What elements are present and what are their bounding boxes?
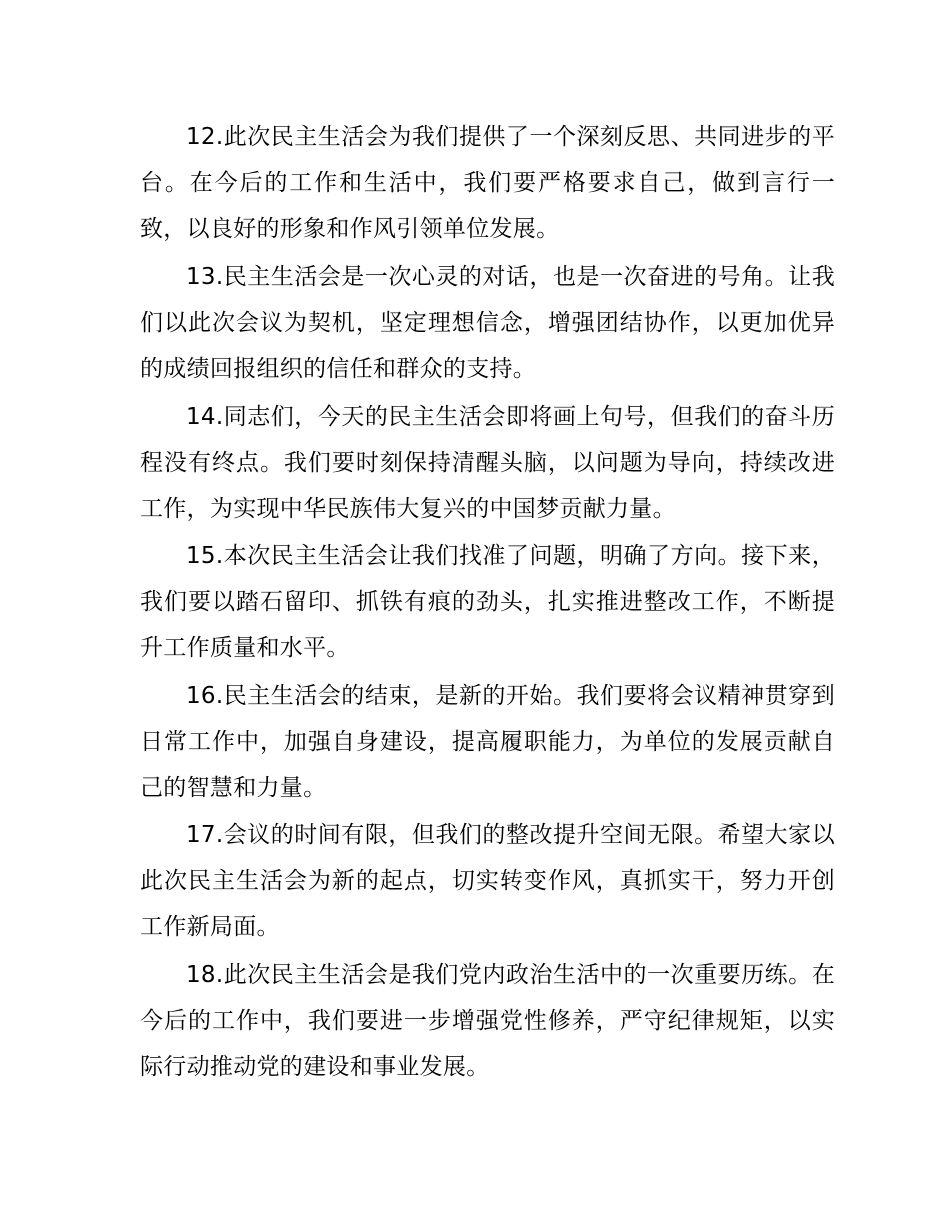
paragraph-15: 15.本次民主生活会让我们找准了问题，明确了方向。接下来，我们要以踏石留印、抓铁有痕的劲头，扎实推进整改工作，不断提升工作质量和水平。 [140, 543, 835, 661]
paragraph-16: 16.民主生活会的结束，是新的开始。我们要将会议精神贯穿到日常工作中，加强自身建设，提高履职能力，为单位的发展贡献自己的智慧和力量。 [140, 683, 835, 801]
paragraph-14: 14.同志们，今天的民主生活会即将画上句号，但我们的奋斗历程没有终点。我们要时刻保持清醒头脑，以问题为导向，持续改进工作，为实现中华民族伟大复兴的中国梦贡献力量。 [140, 404, 835, 522]
paragraph-12: 12.此次民主生活会为我们提供了一个深刻反思、共同进步的平台。在今后的工作和生活中，我们要严格要求自己，做到言行一致，以良好的形象和作风引领单位发展。 [140, 124, 835, 242]
paragraph-18: 18.此次民主生活会是我们党内政治生活中的一次重要历练。在今后的工作中，我们要进一步增强党性修养，严守纪律规矩，以实际行动推动党的建设和事业发展。 [140, 962, 835, 1080]
paragraph-17: 17.会议的时间有限，但我们的整改提升空间无限。希望大家以此次民主生活会为新的起点，切实转变作风，真抓实干，努力开创工作新局面。 [140, 822, 835, 940]
paragraph-13: 13.民主生活会是一次心灵的对话，也是一次奋进的号角。让我们以此次会议为契机，坚定理想信念，增强团结协作，以更加优异的成绩回报组织的信任和群众的支持。 [140, 264, 835, 382]
